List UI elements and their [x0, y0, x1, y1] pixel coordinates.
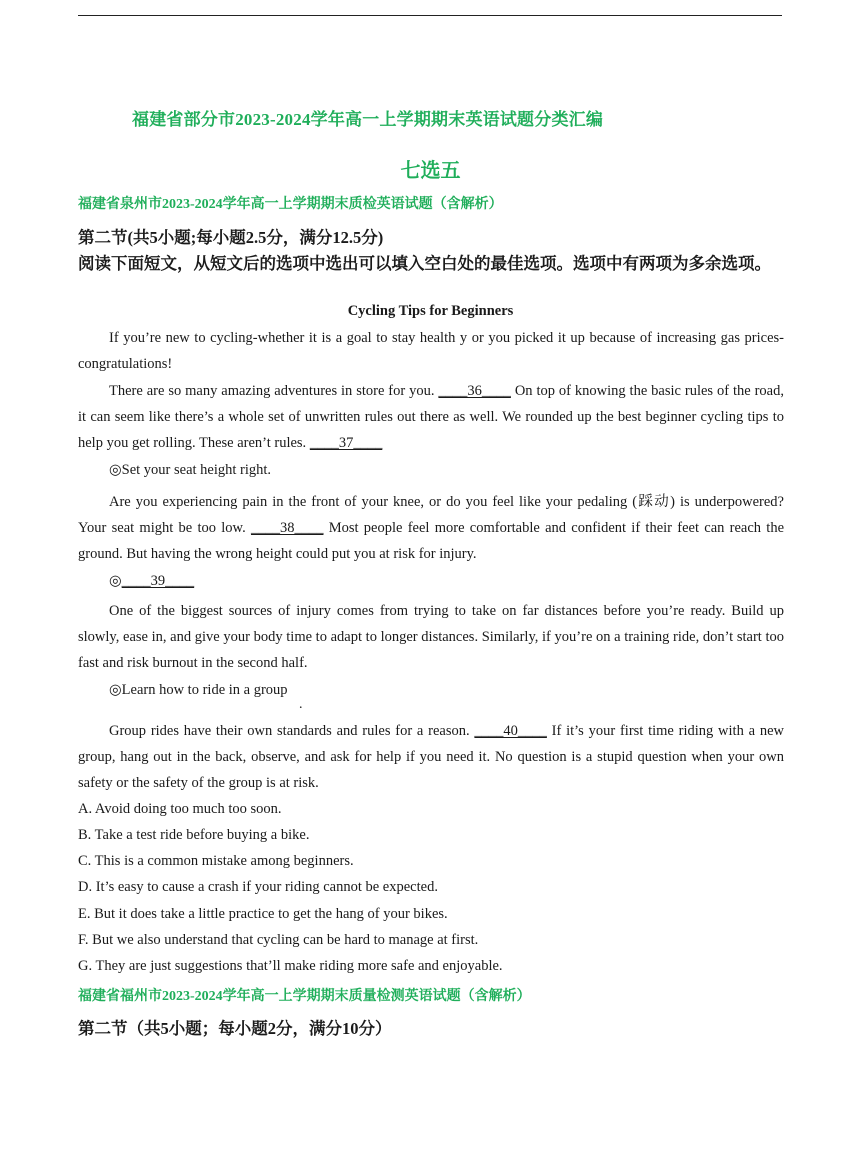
article-paragraph-1: If you’re new to cycling-whether it is a goal to stay health y or you picked it up because of increasing gas prices-congratulations!	[78, 330, 784, 372]
stray-dot: .	[299, 697, 303, 712]
option-a: A. Avoid doing too much too soon.	[78, 801, 282, 817]
blank-36: ____36____	[438, 383, 511, 399]
blank-37: ____37____	[309, 435, 383, 451]
section-heading: 第二节(共5小题;每小题2.5分，满分12.5分)	[78, 228, 384, 247]
tip-heading-group-ride: ◎Learn how to ride in a group	[109, 682, 288, 698]
blank-40: ____40____	[474, 723, 547, 739]
top-rule	[78, 15, 782, 16]
option-b: B. Take a test ride before buying a bike.	[78, 827, 310, 843]
instructions: 阅读下面短文，从短文后的选项中选出可以填入空白处的最佳选项。选项中有两项为多余选项。	[78, 254, 771, 273]
article-paragraph-2: There are so many amazing adventures in store for you. ____36____ On top of knowing the basic rules of the road, it can seem like there’s a whole set of unwritten rules out there as well. We rounded up the best beginner cycling tips to help you get rolling. These aren’t rules. ____37____	[78, 383, 784, 451]
option-f: F. But we also understand that cycling can be hard to manage at first.	[78, 932, 479, 948]
option-d: D. It’s easy to cause a crash if your riding cannot be expected.	[78, 879, 438, 895]
article-paragraph-3: Are you experiencing pain in the front of your knee, or do you feel like your pedaling (踩动) is underpowered? Your seat might be too low. ____38____ Most people feel more comfortable and confident if their feet can reach the ground. But having the wrong height could put you at risk for injury.	[78, 494, 785, 562]
tip-heading-blank: ◎____39____	[109, 573, 195, 589]
exam-source-fuzhou: 福建省福州市2023-2024学年高一上学期期末质量检测英语试题（含解析）	[78, 989, 531, 1004]
exam-source-quanzhou: 福建省泉州市2023-2024学年高一上学期期末质检英语试题（含解析）	[78, 197, 503, 212]
article-paragraph-5: Group rides have their own standards and rules for a reason. ____40____ If it’s your first time riding with a new group, hang out in the back, observe, and ask for help if you need it. No question is a stupid question when your own safety or the safety of the group is at risk.	[78, 723, 784, 791]
option-g: G. They are just suggestions that’ll make riding more safe and enjoyable.	[78, 958, 503, 974]
section-heading-2: 第二节（共5小题；每小题2分，满分10分）	[78, 1019, 392, 1038]
section-title: 七选五	[400, 160, 461, 182]
document-title: 福建省部分市2023-2024学年高一上学期期末英语试题分类汇编	[132, 110, 604, 129]
blank-38: ____38____	[250, 520, 324, 536]
option-c: C. This is a common mistake among beginners.	[78, 853, 354, 869]
option-e: E. But it does take a little practice to get the hang of your bikes.	[78, 906, 448, 922]
article-title: Cycling Tips for Beginners	[347, 303, 514, 319]
tip-heading-seat-height: ◎Set your seat height right.	[109, 462, 272, 478]
blank-39: ____39____	[121, 573, 195, 589]
article-paragraph-4: One of the biggest sources of injury comes from trying to take on far distances before you’re ready. Build up slowly, ease in, and give your body time to adapt to longer distances. Similarly, if you’re on a training ride, don’t start too fast and risk burnout in the second half.	[78, 603, 784, 671]
